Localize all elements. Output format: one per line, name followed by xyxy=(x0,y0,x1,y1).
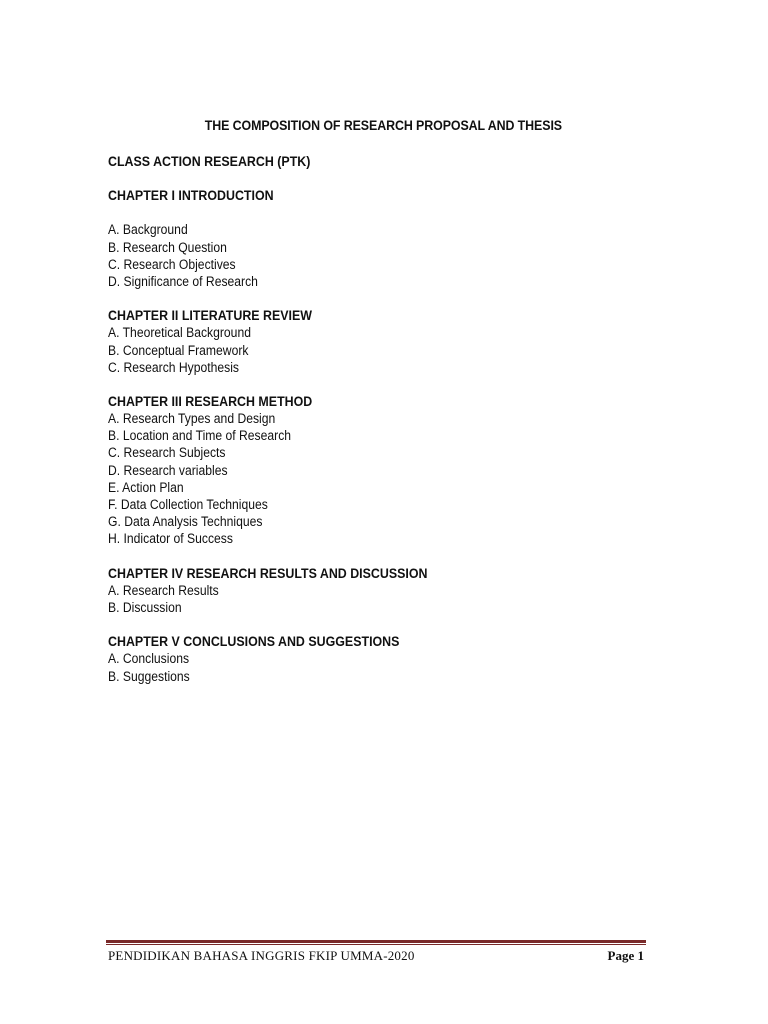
list-item: G. Data Analysis Techniques xyxy=(108,514,263,530)
list-item: D. Research variables xyxy=(108,462,228,478)
list-item: D. Significance of Research xyxy=(108,273,258,289)
chapter-section xyxy=(108,393,668,548)
list-item: B. Location and Time of Research xyxy=(108,428,292,444)
footer-divider xyxy=(106,940,646,943)
list-item: B. Suggestions xyxy=(108,668,190,684)
document-title: THE COMPOSITION OF RESEARCH PROPOSAL AND THESIS xyxy=(204,118,562,133)
list-item: A. Theoretical Background xyxy=(108,325,251,341)
list-item: C. Research Objectives xyxy=(108,256,236,272)
document-subtitle: CLASS ACTION RESEARCH (PTK) xyxy=(108,154,311,169)
list-item: F. Data Collection Techniques xyxy=(108,497,268,512)
chapter-heading: CHAPTER V CONCLUSIONS AND SUGGESTIONS xyxy=(108,634,400,650)
list-item: C. Research Subjects xyxy=(108,445,226,461)
list-item: C. Research Hypothesis xyxy=(108,359,240,375)
list-item: E. Action Plan xyxy=(108,479,184,495)
list-item: A. Conclusions xyxy=(108,651,190,667)
footer-text: PENDIDIKAN BAHASA INGGRIS FKIP UMMA-2020 xyxy=(108,948,415,963)
list-item: B. Discussion xyxy=(108,599,182,615)
chapter-section xyxy=(108,565,668,617)
list-item: A. Research Results xyxy=(108,582,219,598)
footer-divider-thin xyxy=(106,944,646,945)
chapter-heading: CHAPTER III RESEARCH METHOD xyxy=(108,393,313,409)
page-number: Page 1 xyxy=(607,948,644,963)
chapter-heading: CHAPTER IV RESEARCH RESULTS AND DISCUSSION xyxy=(108,565,428,581)
chapter-heading: CHAPTER II LITERATURE REVIEW xyxy=(108,308,313,324)
chapter-section xyxy=(108,633,668,685)
chapter-section xyxy=(108,307,668,376)
chapter-section xyxy=(108,187,668,290)
list-item: A. Research Types and Design xyxy=(108,411,276,427)
document-body xyxy=(108,153,668,685)
list-item: A. Background xyxy=(108,222,188,238)
list-item: B. Conceptual Framework xyxy=(108,342,249,358)
chapter-heading: CHAPTER I INTRODUCTION xyxy=(108,188,274,204)
list-item: B. Research Question xyxy=(108,239,227,255)
list-item: H. Indicator of Success xyxy=(108,531,233,547)
